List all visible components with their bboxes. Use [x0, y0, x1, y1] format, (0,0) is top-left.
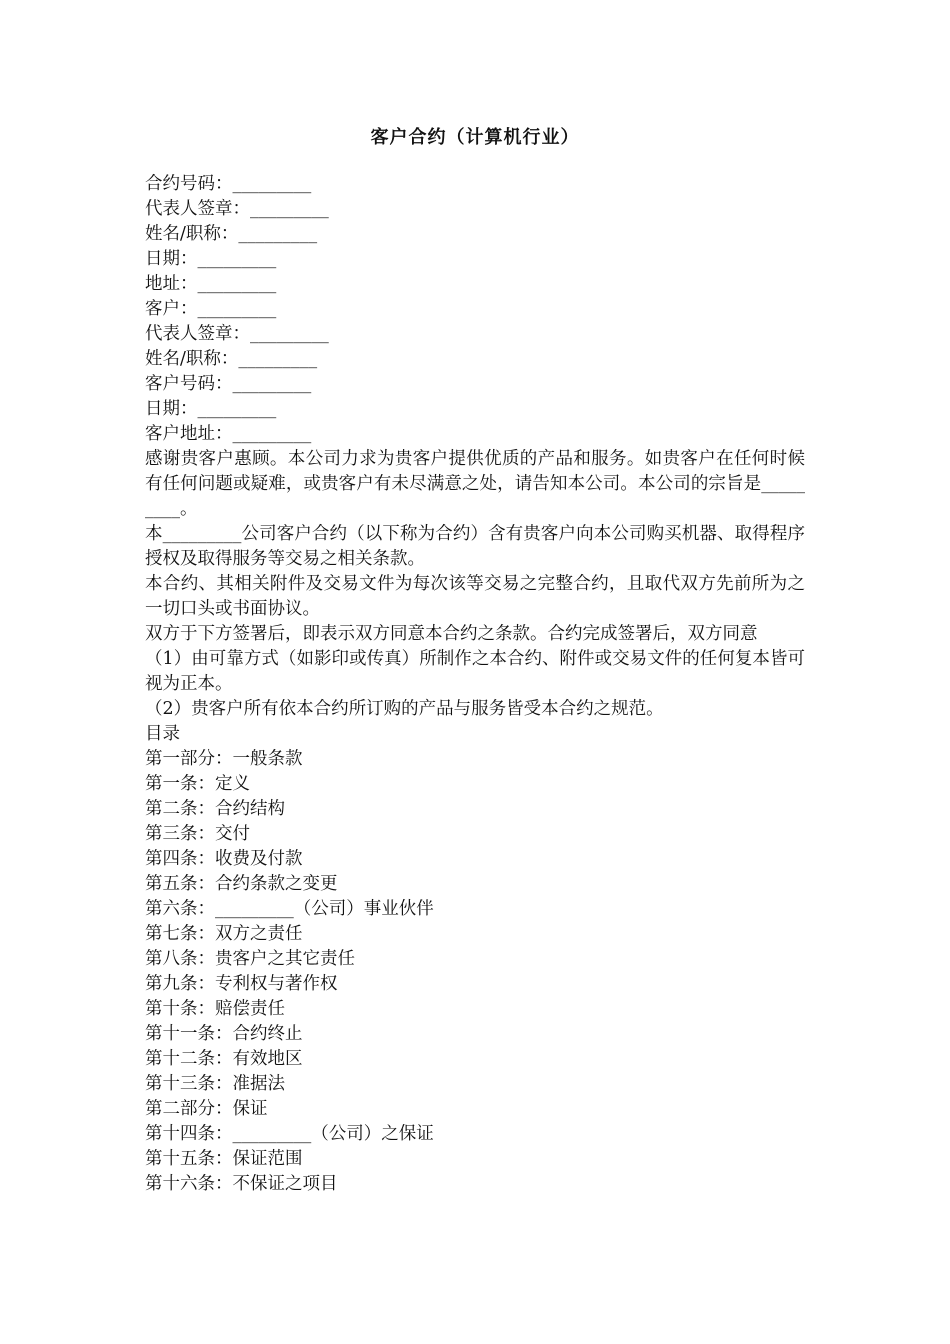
field-address: 地址：_________ — [145, 274, 277, 294]
field-customer-number: 客户号码：_________ — [145, 374, 312, 394]
field-customer-address: 客户地址：_________ — [145, 424, 312, 444]
toc-item: 第二条：合约结构 — [145, 799, 285, 819]
toc-item: 第十条：赔偿责任 — [145, 999, 285, 1019]
toc-item: 第八条：贵客户之其它责任 — [145, 949, 355, 969]
toc-item: 第六条：_________（公司）事业伙伴 — [145, 899, 434, 919]
toc-item: 第十五条：保证范围 — [145, 1149, 303, 1169]
toc-item: 第一条：定义 — [145, 774, 250, 794]
field-customer: 客户：_________ — [145, 299, 277, 319]
toc-item: 第四条：收费及付款 — [145, 849, 303, 869]
document-body — [145, 172, 805, 1197]
paragraph-signature-consent: 双方于下方签署后，即表示双方同意本合约之条款。合约完成签署后，双方同意 — [145, 624, 758, 644]
paragraph-clause-1: （1）由可靠方式（如影印或传真）所制作之本合约、附件或交易文件的任何复本皆可视为正本。 — [145, 649, 805, 694]
field-customer-name-title: 姓名/职称：_________ — [145, 349, 318, 369]
toc-item: 第十三条：准据法 — [145, 1074, 285, 1094]
field-date: 日期：_________ — [145, 249, 277, 269]
toc-item: 第二部分：保证 — [145, 1099, 268, 1119]
field-customer-date: 日期：_________ — [145, 399, 277, 419]
toc-item: 第三条：交付 — [145, 824, 250, 844]
field-name-title: 姓名/职称：_________ — [145, 224, 318, 244]
paragraph-contract-scope: 本_________公司客户合约（以下称为合约）含有贵客户向本公司购买机器、取得程序授权及取得服务等交易之相关条款。 — [145, 524, 805, 569]
toc-item: 第十二条：有效地区 — [145, 1049, 303, 1069]
field-customer-representative-signature: 代表人签章：_________ — [145, 324, 329, 344]
document-title: 客户合约（计算机行业） — [370, 127, 580, 148]
field-contract-number: 合约号码：_________ — [145, 174, 312, 194]
toc-item: 第十一条：合约终止 — [145, 1024, 303, 1044]
toc-item: 第十六条：不保证之项目 — [145, 1174, 338, 1194]
field-representative-signature: 代表人签章：_________ — [145, 199, 329, 219]
paragraph-welcome: 感谢贵客户惠顾。本公司力求为贵客户提供优质的产品和服务。如贵客户在任何时候有任何问题或疑难，或贵客户有未尽满意之处，请告知本公司。本公司的宗旨是_________。 — [145, 449, 805, 519]
toc-item: 第九条：专利权与著作权 — [145, 974, 338, 994]
toc-item: 第五条：合约条款之变更 — [145, 874, 338, 894]
toc-item: 第七条：双方之责任 — [145, 924, 303, 944]
toc-heading: 目录 — [145, 724, 180, 744]
toc-item: 第一部分：一般条款 — [145, 749, 303, 769]
paragraph-clause-2: （2）贵客户所有依本合约所订购的产品与服务皆受本合约之规范。 — [145, 699, 664, 719]
paragraph-entire-agreement: 本合约、其相关附件及交易文件为每次该等交易之完整合约，且取代双方先前所为之一切口头或书面协议。 — [145, 574, 805, 619]
toc-item: 第十四条：_________（公司）之保证 — [145, 1124, 434, 1144]
